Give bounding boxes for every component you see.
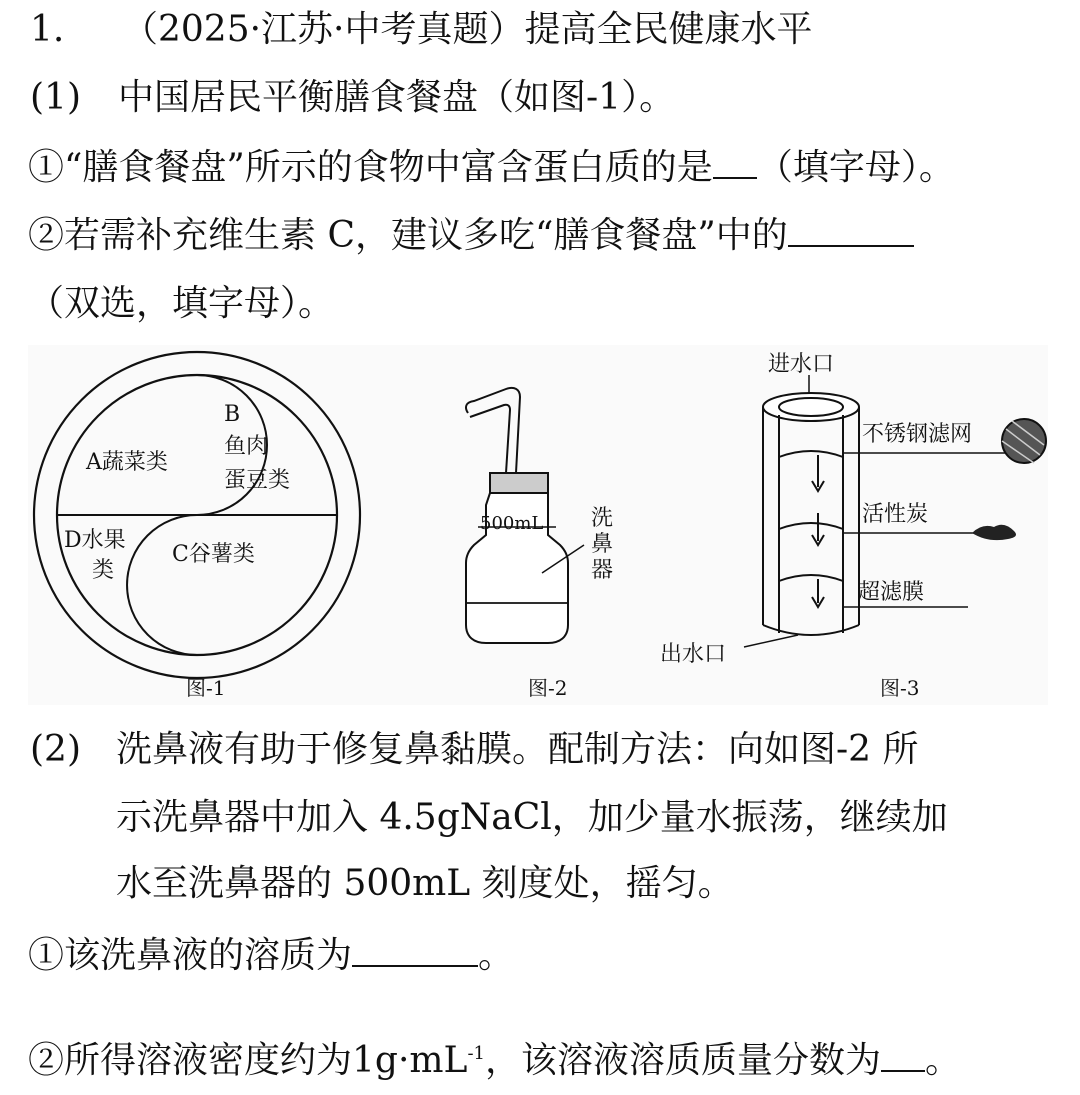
part1-q2 — [28, 214, 914, 258]
part2-q2 — [28, 1032, 961, 1083]
figure-1 — [34, 352, 360, 700]
part2-line2: 示洗鼻器中加入 4.5gNaCl，加少量水振荡，继续加 — [116, 797, 948, 838]
fig3-carbon: 活性炭 — [862, 502, 929, 527]
part1-q1 — [28, 146, 955, 190]
fig2-name-2: 鼻 — [591, 532, 614, 557]
part2-q1-after: 。 — [478, 935, 515, 976]
part1-q1-after: （填字母）。 — [756, 147, 955, 188]
answer-blank-3[interactable] — [352, 935, 478, 967]
fig3-steel-mesh: 不锈钢滤网 — [862, 422, 973, 447]
answer-blank-4[interactable] — [881, 1040, 925, 1072]
fig2-name-1: 洗 — [591, 506, 614, 531]
part1-q2-text: ②若需补充维生素 C，建议多吃“膳食餐盘”中的 — [28, 215, 788, 256]
question-number: 1. — [30, 9, 65, 50]
part2-line1: 洗鼻液有助于修复鼻黏膜。配制方法：向如图-2 所 — [116, 729, 919, 770]
fig3-inlet: 进水口 — [768, 352, 835, 377]
part1-text: 中国居民平衡膳食餐盘（如图-1）。 — [118, 77, 676, 118]
fig1-label-b1: B — [224, 402, 241, 427]
part2-q2-text: ②所得溶液密度约为1g·mL — [28, 1040, 468, 1081]
fig3-outlet: 出水口 — [660, 642, 727, 667]
part2-q1-text: ①该洗鼻液的溶质为 — [28, 935, 353, 976]
answer-blank-2[interactable] — [788, 215, 914, 247]
fig1-label-a: A蔬菜类 — [86, 450, 168, 475]
part2-q1 — [28, 934, 514, 978]
part1-q1-text: ①“膳食餐盘”所示的食物中富含蛋白质的是 — [28, 147, 713, 188]
figure-2 — [466, 388, 613, 700]
figures-panel — [28, 345, 1048, 705]
fig1-caption: 图-1 — [186, 676, 226, 700]
fig1-label-c: C谷薯类 — [172, 542, 255, 567]
figure-3 — [660, 352, 1046, 700]
part2-q2-text2: ，该溶液溶质质量分数为 — [484, 1040, 881, 1081]
fig2-caption: 图-2 — [528, 676, 568, 700]
question-title: （2025·江苏·中考真题）提高全民健康水平 — [122, 9, 813, 50]
fig1-label-d1: D水果 — [64, 528, 126, 553]
fig1-label-b3: 蛋豆类 — [224, 468, 291, 493]
part2-q2-after: 。 — [925, 1040, 962, 1081]
fig2-volume: 500mL — [480, 513, 544, 534]
part2-line3: 水至洗鼻器的 500mL 刻度处，摇匀。 — [116, 863, 734, 904]
fig1-label-d2: 类 — [92, 558, 115, 583]
part2-label: (2) — [30, 729, 81, 770]
fig3-membrane: 超滤膜 — [858, 580, 925, 605]
part2-q2-sup: -1 — [467, 1043, 485, 1064]
part1-q2-cont: （双选，填字母）。 — [28, 283, 335, 324]
fig2-name-3: 器 — [591, 558, 614, 583]
part1-label: (1) — [30, 77, 81, 118]
figures-svg — [28, 345, 1048, 705]
answer-blank-1[interactable] — [713, 147, 757, 179]
fig3-caption: 图-3 — [880, 676, 920, 700]
fig1-label-b2: 鱼肉 — [224, 434, 269, 459]
